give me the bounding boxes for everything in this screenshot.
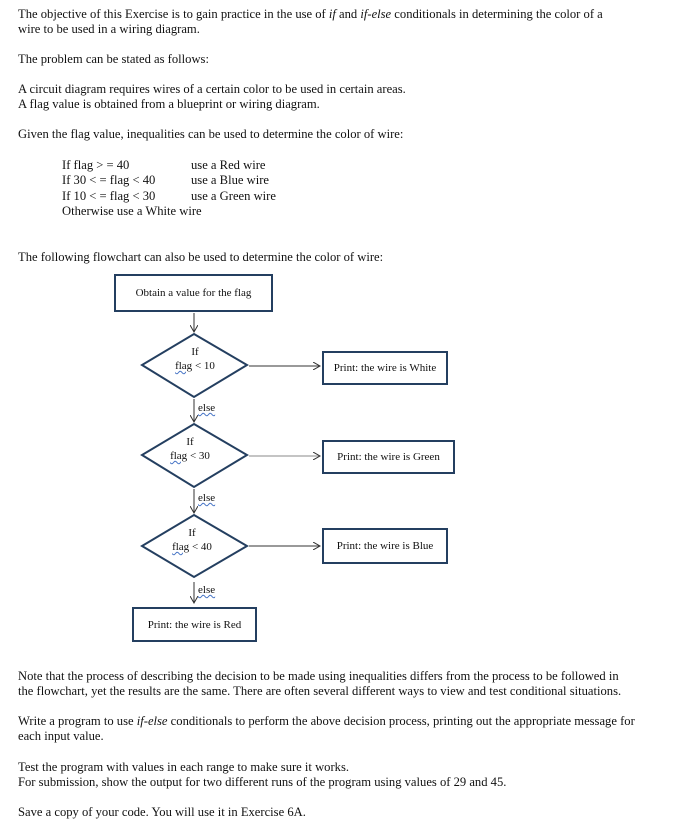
problem-heading: The problem can be stated as follows: — [18, 52, 209, 66]
result-blue-box: Print: the wire is Blue — [322, 528, 448, 564]
rule-condition: If 10 < = flag < 30 — [62, 189, 156, 203]
save-text: Save a copy of your code. You will use it in Exercise 6A. — [18, 805, 306, 819]
intro-line-1: The objective of this Exercise is to gain practice in the use of if and if-else conditionals in determining the color of a — [18, 7, 603, 21]
intro-line-2: wire to be used in a wiring diagram. — [18, 22, 200, 36]
rule-condition: If 30 < = flag < 40 — [62, 173, 156, 187]
rule-action: use a Blue wire — [191, 173, 269, 187]
flowchart-intro: The following flowchart can also be used to determine the color of wire: — [18, 250, 384, 264]
given-text: Given the flag value, inequalities can be used to determine the color of wire: — [18, 127, 404, 141]
rule-action: use a Red wire — [191, 158, 266, 172]
start-box: Obtain a value for the flag — [114, 274, 273, 312]
write-line-2: each input value. — [18, 729, 104, 743]
decision-2-text: If flag < 30 — [170, 436, 210, 462]
test-line: For submission, show the output for two different runs of the program using values of 29 and 45. — [18, 775, 507, 789]
else-label: else — [198, 402, 216, 414]
rule-otherwise: Otherwise use a White wire — [62, 204, 202, 218]
result-white-box: Print: the wire is White — [322, 351, 448, 385]
result-red-box: Print: the wire is Red — [132, 607, 257, 642]
rule-action: use a Green wire — [191, 189, 276, 203]
problem-line: A flag value is obtained from a blueprint or wiring diagram. — [18, 97, 320, 111]
result-green-box: Print: the wire is Green — [322, 440, 455, 474]
test-line: Test the program with values in each range to make sure it works. — [18, 760, 350, 774]
write-line-1: Write a program to use if-else conditionals to perform the above decision process, printing out the appropriate message for — [18, 714, 635, 728]
else-label: else — [198, 492, 216, 504]
problem-line: A circuit diagram requires wires of a certain color to be used in certain areas. — [18, 82, 406, 96]
decision-1-text: If flag < 10 — [175, 346, 215, 372]
rule-condition: If flag > = 40 — [62, 158, 130, 172]
note-line: the flowchart, yet the results are the same. There are often several different ways to view and test conditional situations. — [18, 684, 622, 698]
note-line: Note that the process of describing the decision to be made using inequalities differs from the process to be followed in — [18, 669, 619, 683]
decision-3-text: If flag < 40 — [172, 527, 212, 553]
else-label: else — [198, 584, 216, 596]
